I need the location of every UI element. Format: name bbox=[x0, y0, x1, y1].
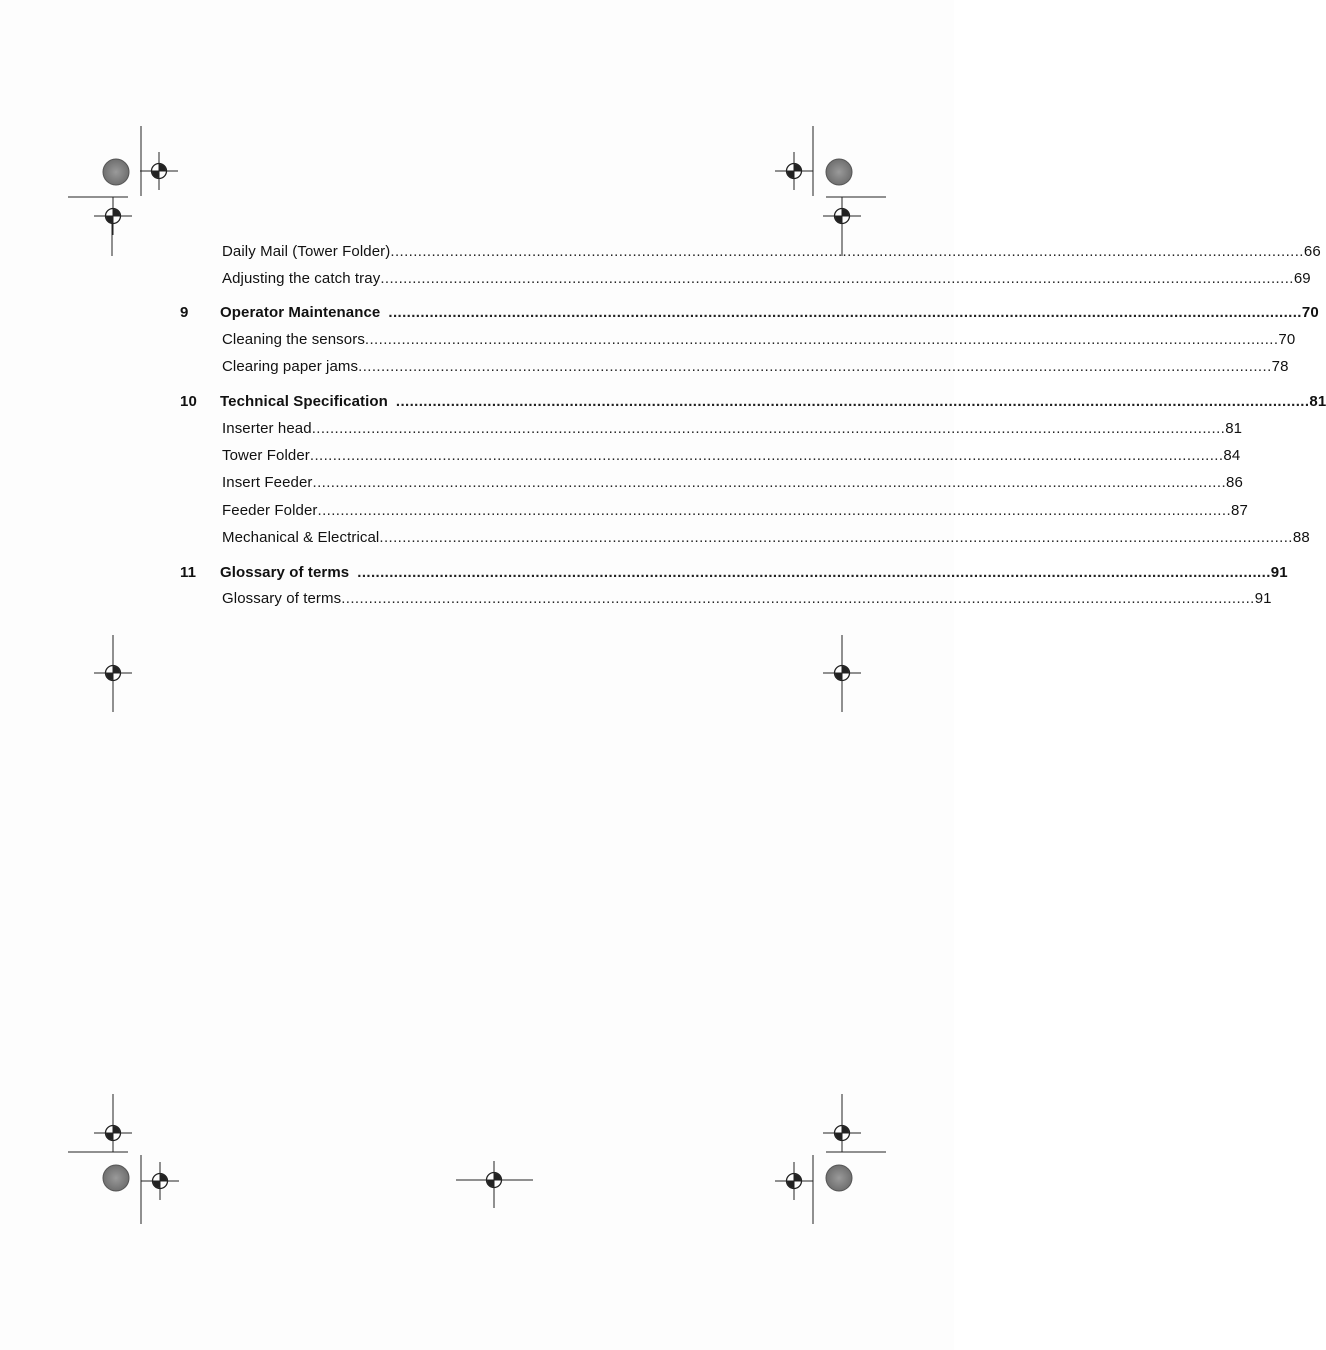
toc-entry[interactable] bbox=[180, 331, 1296, 351]
toc-section-number: 9 bbox=[180, 304, 189, 321]
toc-section-page: 70 bbox=[1301, 304, 1319, 321]
toc-entry[interactable] bbox=[180, 420, 1243, 440]
toc-entry-page: 70 bbox=[1278, 331, 1296, 348]
toc-entry-title: Mechanical & Electrical bbox=[222, 529, 380, 546]
toc-entry-title: Inserter head bbox=[222, 420, 312, 437]
dot-leader: ........................................................................................................................................................................................................ bbox=[380, 270, 1294, 287]
toc-entry-title: Feeder Folder bbox=[222, 502, 318, 519]
toc-entry-page: 66 bbox=[1303, 243, 1321, 260]
dot-leader: ........................................................................................................................................................................................................ bbox=[317, 502, 1232, 519]
toc-entry-page: 84 bbox=[1223, 447, 1241, 464]
toc-entry-page: 81 bbox=[1225, 420, 1243, 437]
toc-entry[interactable] bbox=[180, 474, 1243, 494]
toc-section-entry[interactable] bbox=[180, 564, 1288, 584]
toc-entry-page: 69 bbox=[1293, 270, 1311, 287]
toc-section-entry[interactable] bbox=[180, 393, 1326, 413]
dot-leader: ........................................................................................................................................................................................................ bbox=[388, 304, 1302, 321]
toc-entry-title: Insert Feeder bbox=[222, 474, 313, 491]
dot-leader: ........................................................................................................................................................................................................ bbox=[390, 243, 1304, 260]
toc-entry-title: Daily Mail (Tower Folder) bbox=[222, 243, 391, 260]
toc-section-page: 81 bbox=[1309, 393, 1326, 410]
dot-leader: ........................................................................................................................................................................................................ bbox=[312, 474, 1227, 491]
dot-leader: ........................................................................................................................................................................................................ bbox=[358, 358, 1272, 375]
toc-section-page: 91 bbox=[1270, 564, 1288, 581]
toc-entry[interactable] bbox=[180, 447, 1241, 467]
dot-leader: ........................................................................................................................................................................................................ bbox=[311, 420, 1226, 437]
toc-entry[interactable] bbox=[180, 358, 1289, 378]
toc-entry[interactable] bbox=[180, 243, 1321, 263]
dot-leader: ........................................................................................................................................................................................................ bbox=[341, 590, 1255, 607]
toc-entry-page: 86 bbox=[1226, 474, 1243, 491]
toc-entry[interactable] bbox=[180, 529, 1310, 549]
toc-entry-page: 87 bbox=[1231, 502, 1248, 519]
toc-section-title: Glossary of terms bbox=[220, 564, 350, 581]
toc-entry[interactable] bbox=[180, 590, 1272, 610]
dot-leader: ........................................................................................................................................................................................................ bbox=[364, 331, 1279, 348]
dot-leader: ........................................................................................................................................................................................................ bbox=[379, 529, 1293, 546]
toc-entry-title: Glossary of terms bbox=[222, 590, 342, 607]
toc-entry-page: 88 bbox=[1292, 529, 1310, 546]
toc-entry-title: Cleaning the sensors bbox=[222, 331, 365, 348]
dot-leader: ........................................................................................................................................................................................................ bbox=[357, 564, 1271, 581]
toc-entry[interactable] bbox=[180, 270, 1311, 290]
toc-section-entry[interactable] bbox=[180, 304, 1319, 324]
toc-entry-title: Clearing paper jams bbox=[222, 358, 359, 375]
dot-leader: ........................................................................................................................................................................................................ bbox=[395, 393, 1310, 410]
toc-entry-title: Tower Folder bbox=[222, 447, 310, 464]
toc-section-title: Technical Specification bbox=[220, 393, 388, 410]
toc-entry-title: Adjusting the catch tray bbox=[222, 270, 381, 287]
toc-entry[interactable] bbox=[180, 502, 1248, 522]
toc-section-title: Operator Maintenance bbox=[220, 304, 381, 321]
toc-section-number: 10 bbox=[180, 393, 197, 410]
toc-entry-page: 91 bbox=[1254, 590, 1272, 607]
dot-leader: ........................................................................................................................................................................................................ bbox=[309, 447, 1224, 464]
toc-section-number: 11 bbox=[180, 564, 197, 581]
toc-entry-page: 78 bbox=[1271, 358, 1289, 375]
